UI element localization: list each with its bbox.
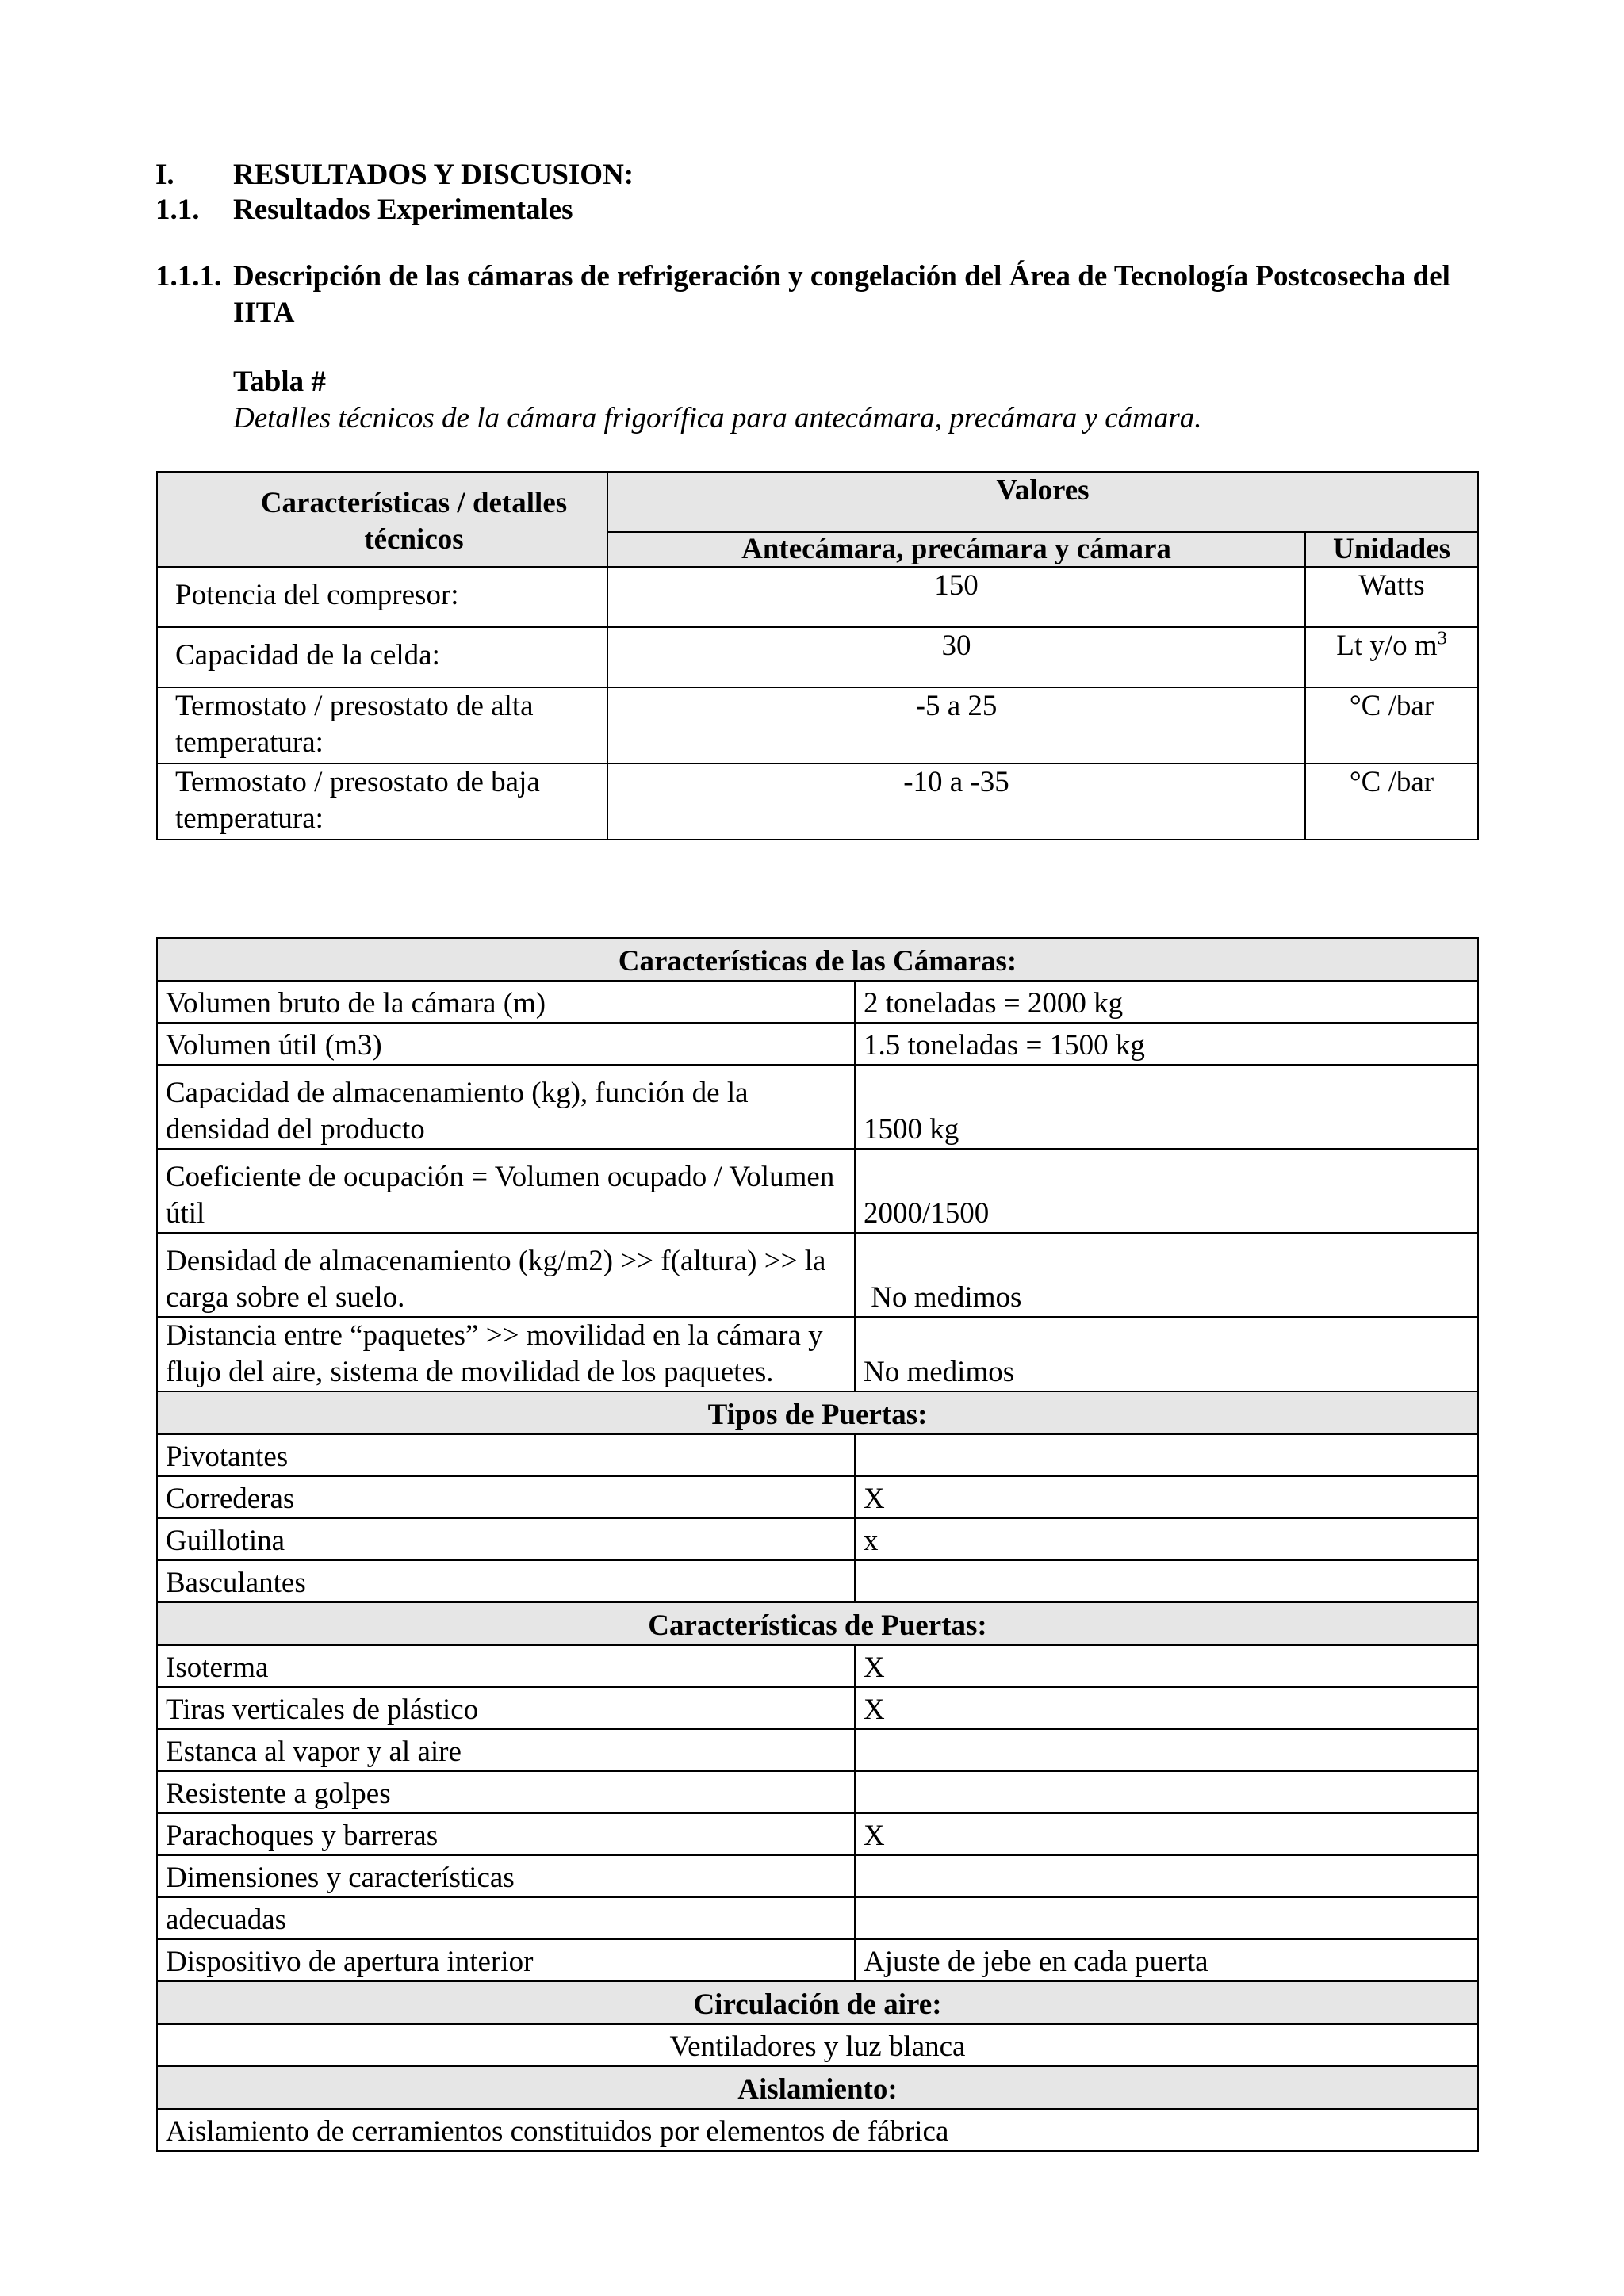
row-label: Capacidad de la celda:: [157, 627, 607, 687]
header-chambers: Antecámara, precámara y cámara: [607, 532, 1305, 567]
row-label: Guillotina: [157, 1518, 855, 1560]
table-row: [157, 1729, 1478, 1771]
heading-3-text: Descripción de las cámaras de refrigeración y congelación del Área de Tecnología Postcosecha del IITA: [233, 260, 1450, 329]
chamber-characteristics-table: [156, 937, 1479, 2152]
row-label: Dispositivo de apertura interior: [157, 1939, 855, 1981]
heading-3-number: 1.1.1.: [155, 260, 222, 293]
heading-2-text: Resultados Experimentales: [233, 193, 573, 226]
table-row: [157, 1771, 1478, 1813]
row-label: Correderas: [157, 1476, 855, 1518]
section-header-aislamiento: Aislamiento:: [157, 2066, 1478, 2109]
table-row: [157, 1939, 1478, 1981]
row-value: Ajuste de jebe en cada puerta: [855, 1939, 1478, 1981]
row-label: Coeficiente de ocupación = Volumen ocupado / Volumen útil: [157, 1149, 855, 1233]
section-header-caracteristicas-puertas: Características de Puertas:: [157, 1602, 1478, 1645]
row-value: 2 toneladas = 2000 kg: [855, 981, 1478, 1023]
table-row: [157, 687, 1478, 763]
row-value: [855, 1771, 1478, 1813]
row-label: Densidad de almacenamiento (kg/m2) >> f(altura) >> la carga sobre el suelo.: [157, 1233, 855, 1317]
section-header-camaras: Características de las Cámaras:: [157, 938, 1478, 981]
heading-2-number: 1.1.: [155, 193, 200, 226]
heading-1-text: RESULTADOS Y DISCUSION:: [233, 159, 634, 191]
table-row: [157, 1855, 1478, 1897]
row-label: Basculantes: [157, 1560, 855, 1602]
row-label: Parachoques y barreras: [157, 1813, 855, 1855]
table-row: [157, 627, 1478, 687]
heading-level-1: [155, 157, 790, 193]
row-unit: [1305, 627, 1478, 687]
row-value: [855, 1855, 1478, 1897]
table-row: [157, 1023, 1478, 1065]
table-row: [157, 567, 1478, 627]
heading-1-number: I.: [155, 159, 174, 191]
heading-level-2: [155, 192, 790, 228]
heading-level-3: [155, 258, 1488, 331]
table-caption-label: Tabla #: [233, 365, 326, 398]
table-row: [157, 1687, 1478, 1729]
row-value: 1.5 toneladas = 1500 kg: [855, 1023, 1478, 1065]
row-value: [855, 1897, 1478, 1939]
row-label: Estanca al vapor y al aire: [157, 1729, 855, 1771]
row-unit-superscript: 3: [1437, 628, 1447, 649]
row-unit: Watts: [1305, 567, 1478, 627]
row-unit-text: Lt y/o m: [1336, 629, 1438, 662]
row-value: X: [855, 1813, 1478, 1855]
row-value: [855, 1729, 1478, 1771]
row-value: 150: [607, 567, 1305, 627]
table-caption-text: Detalles técnicos de la cámara frigorífica para antecámara, precámara y cámara.: [233, 402, 1202, 434]
header-characteristics: Características / detalles técnicos: [157, 472, 607, 567]
row-label: Volumen bruto de la cámara (m): [157, 981, 855, 1023]
section-header-circulacion-aire: Circulación de aire:: [157, 1981, 1478, 2024]
row-value: X: [855, 1645, 1478, 1687]
table-row: [157, 1897, 1478, 1939]
table-row: [157, 981, 1478, 1023]
table-row: [157, 763, 1478, 840]
row-value: 2000/1500: [855, 1149, 1478, 1233]
row-value: 1500 kg: [855, 1065, 1478, 1149]
row-unit: °C /bar: [1305, 687, 1478, 763]
row-value: 30: [607, 627, 1305, 687]
table-row: [157, 1560, 1478, 1602]
row-label: Distancia entre “paquetes” >> movilidad en la cámara y flujo del aire, sistema de movilidad de los paquetes.: [157, 1317, 855, 1391]
aislamiento-value: Aislamiento de cerramientos constituidos por elementos de fábrica: [157, 2109, 1478, 2151]
circulacion-value: Ventiladores y luz blanca: [157, 2024, 1478, 2066]
table-row: [157, 1434, 1478, 1476]
section-header-tipos-puertas: Tipos de Puertas:: [157, 1391, 1478, 1434]
row-value: x: [855, 1518, 1478, 1560]
table-row: [157, 2024, 1478, 2066]
row-label: Dimensiones y características: [157, 1855, 855, 1897]
row-value: -5 a 25: [607, 687, 1305, 763]
header-values: Valores: [607, 472, 1478, 532]
row-value: No medimos: [855, 1317, 1478, 1391]
row-label: Resistente a golpes: [157, 1771, 855, 1813]
row-value: X: [855, 1687, 1478, 1729]
table-row: [157, 1645, 1478, 1687]
row-label: Capacidad de almacenamiento (kg), función de la densidad del producto: [157, 1065, 855, 1149]
row-label: Tiras verticales de plástico: [157, 1687, 855, 1729]
header-units: Unidades: [1305, 532, 1478, 567]
row-label: Termostato / presostato de alta temperatura:: [157, 687, 607, 763]
row-label: Isoterma: [157, 1645, 855, 1687]
row-value: -10 a -35: [607, 763, 1305, 840]
table-row: [157, 1317, 1478, 1391]
row-label: Pivotantes: [157, 1434, 855, 1476]
row-label: Termostato / presostato de baja temperatura:: [157, 763, 607, 840]
row-value: No medimos: [855, 1233, 1478, 1317]
table-row: [157, 1149, 1478, 1233]
row-value: [855, 1560, 1478, 1602]
technical-details-table: [156, 471, 1479, 840]
table-row: [157, 1518, 1478, 1560]
row-value: X: [855, 1476, 1478, 1518]
table-row: [157, 1476, 1478, 1518]
table-row: [157, 1233, 1478, 1317]
row-label: Volumen útil (m3): [157, 1023, 855, 1065]
table-row: [157, 1813, 1478, 1855]
row-unit: °C /bar: [1305, 763, 1478, 840]
row-label: Potencia del compresor:: [157, 567, 607, 627]
table-row: [157, 2109, 1478, 2151]
row-value: [855, 1434, 1478, 1476]
table-row: [157, 1065, 1478, 1149]
row-label: adecuadas: [157, 1897, 855, 1939]
